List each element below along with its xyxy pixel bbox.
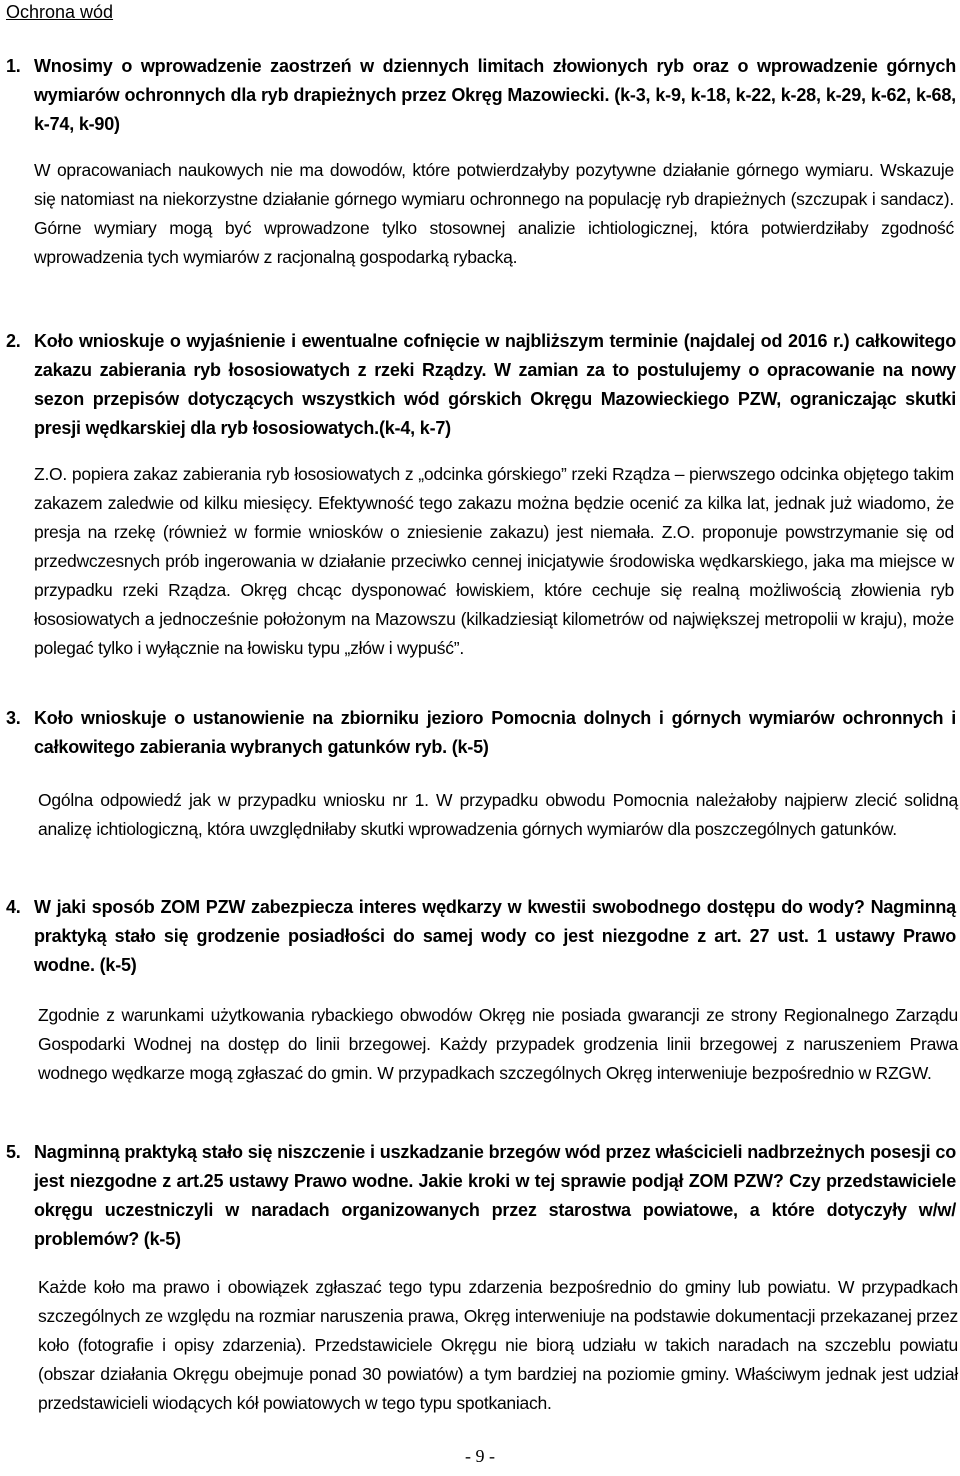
- answer-1: W opracowaniach naukowych nie ma dowodów, które potwierdzałyby pozytywne działanie górnego wymiaru. Wskazuje się natomiast na niekorzystne działanie górnego wymiaru ochronnego na populację ryb drapieżnych (szczupak i sandacz). Górne wymiary mogą być wprowadzone tylko stosownej analizie ichtiologicznej, która potwierdziłaby zgodność wprowadzenia tych wymiarów z racjonalną gospodarką rybacką.: [34, 160, 954, 267]
- question-number: 2.: [6, 331, 21, 351]
- question-number: 3.: [6, 708, 21, 728]
- question-text: Koło wnioskuje o ustanowienie na zbiorniku jezioro Pomocnia dolnych i górnych wymiarów ochronnych i całkowitego zabierania wybranych gatunków ryb. (k-5): [34, 708, 956, 757]
- question-text: Wnosimy o wprowadzenie zaostrzeń w dziennych limitach złowionych ryb oraz o wprowadzenie górnych wymiarów ochronnych dla ryb drapieżnych przez Okręg Mazowiecki. (k-3, k-9, k-18, k-22, k-28, k-29, k-62, k-68, k-74, k-90): [34, 56, 956, 134]
- answer-4: Zgodnie z warunkami użytkowania rybackiego obwodów Okręg nie posiada gwarancji ze strony Regionalnego Zarządu Gospodarki Wodnej na dostęp do linii brzegowej. Każdy przypadek grodzenia linii brzegowej z naruszeniem Prawa wodnego wędkarze mogą zgłaszać do gmin. W przypadkach szczególnych Okręg interweniuje bezpośrednio w RZGW.: [38, 1005, 958, 1083]
- question-1: [6, 52, 956, 139]
- answer-5: Każde koło ma prawo i obowiązek zgłaszać tego typu zdarzenia bezpośrednio do gminy lub powiatu. W przypadkach szczególnych ze względu na rozmiar naruszenia prawa, Okręg interweniuje na podstawie dokumentacji przekazanej przez koło (fotografie i opisy zdarzenia). Przedstawiciele Okręgu nie biorą udziału w takich naradach na szczeblu powiatu (obszar działania Okręgu obejmuje ponad 30 powiatów) a tym bardziej na poziomie gminy. Właściwym jednak jest udział przedstawicieli wiodących kół powiatowych w tego typu spotkaniach.: [38, 1277, 958, 1413]
- section-title: Ochrona wód: [6, 2, 114, 22]
- question-text: W jaki sposób ZOM PZW zabezpiecza interes wędkarzy w kwestii swobodnego dostępu do wody? Nagminną praktyką stało się grodzenie posiadłości do samej wody co jest niezgodne z art. 27 ust. 1 ustawy Prawo wodne. (k-5): [34, 897, 956, 975]
- question-number: 5.: [6, 1142, 21, 1162]
- question-5: [6, 1138, 956, 1254]
- page-number: - 9 -: [465, 1446, 495, 1466]
- question-3: [6, 704, 956, 762]
- question-text: Koło wnioskuje o wyjaśnienie i ewentualne cofnięcie w najbliższym terminie (najdalej od 2016 r.) całkowitego zakazu zabierania ryb łososiowatych z rzeki Rządzy. W zamian za to postulujemy o opracowanie na nowy sezon przepisów dotyczących wszystkich wód górskich Okręgu Mazowieckiego PZW, ograniczając skutki presji wędkarskiej dla ryb łososiowatych.(k-4, k-7): [34, 331, 956, 438]
- question-text: Nagminną praktyką stało się niszczenie i uszkadzanie brzegów wód przez właścicieli nadbrzeżnych posesji co jest niezgodne z art.25 ustawy Prawo wodne. Jakie kroki w tej sprawie podjął ZOM PZW? Czy przedstawiciele okręgu uczestniczyli w naradach organizowanych przez starostwa powiatowe, a które dotyczyły w/w/ problemów? (k-5): [34, 1142, 956, 1249]
- question-number: 1.: [6, 56, 21, 76]
- question-2: [6, 327, 956, 443]
- question-number: 4.: [6, 897, 21, 917]
- answer-3: Ogólna odpowiedź jak w przypadku wniosku nr 1. W przypadku obwodu Pomocnia należałoby najpierw zlecić solidną analizę ichtiologiczną, która uwzględniłaby skutki wprowadzenia górnych wymiarów dla poszczególnych gatunków.: [38, 790, 958, 839]
- question-4: [6, 893, 956, 980]
- answer-2: Z.O. popiera zakaz zabierania ryb łososiowatych z „odcinka górskiego” rzeki Rządza – pierwszego odcinka objętego takim zakazem zaledwie od kilku miesięcy. Efektywność tego zakazu można będzie ocenić za kilka lat, jednak już wiadomo, że presja na rzekę (również w formie wniosków o zniesienie zakazu) jest niemała. Z.O. proponuje powstrzymanie się od przedwczesnych prób ingerowania w działanie przeciwko cennej inicjatywie środowiska wędkarskiego, jaka ma miejsce w przypadku rzeki Rządza. Okręg chcąc dysponować łowiskiem, które cechuje się realną możliwością złowienia ryb łososiowatych a jednocześnie położonym na Mazowszu (kilkadziesiąt kilometrów od największej metropolii w kraju), może polegać tylko i wyłącznie na łowisku typu „złów i wypuść”.: [34, 464, 954, 658]
